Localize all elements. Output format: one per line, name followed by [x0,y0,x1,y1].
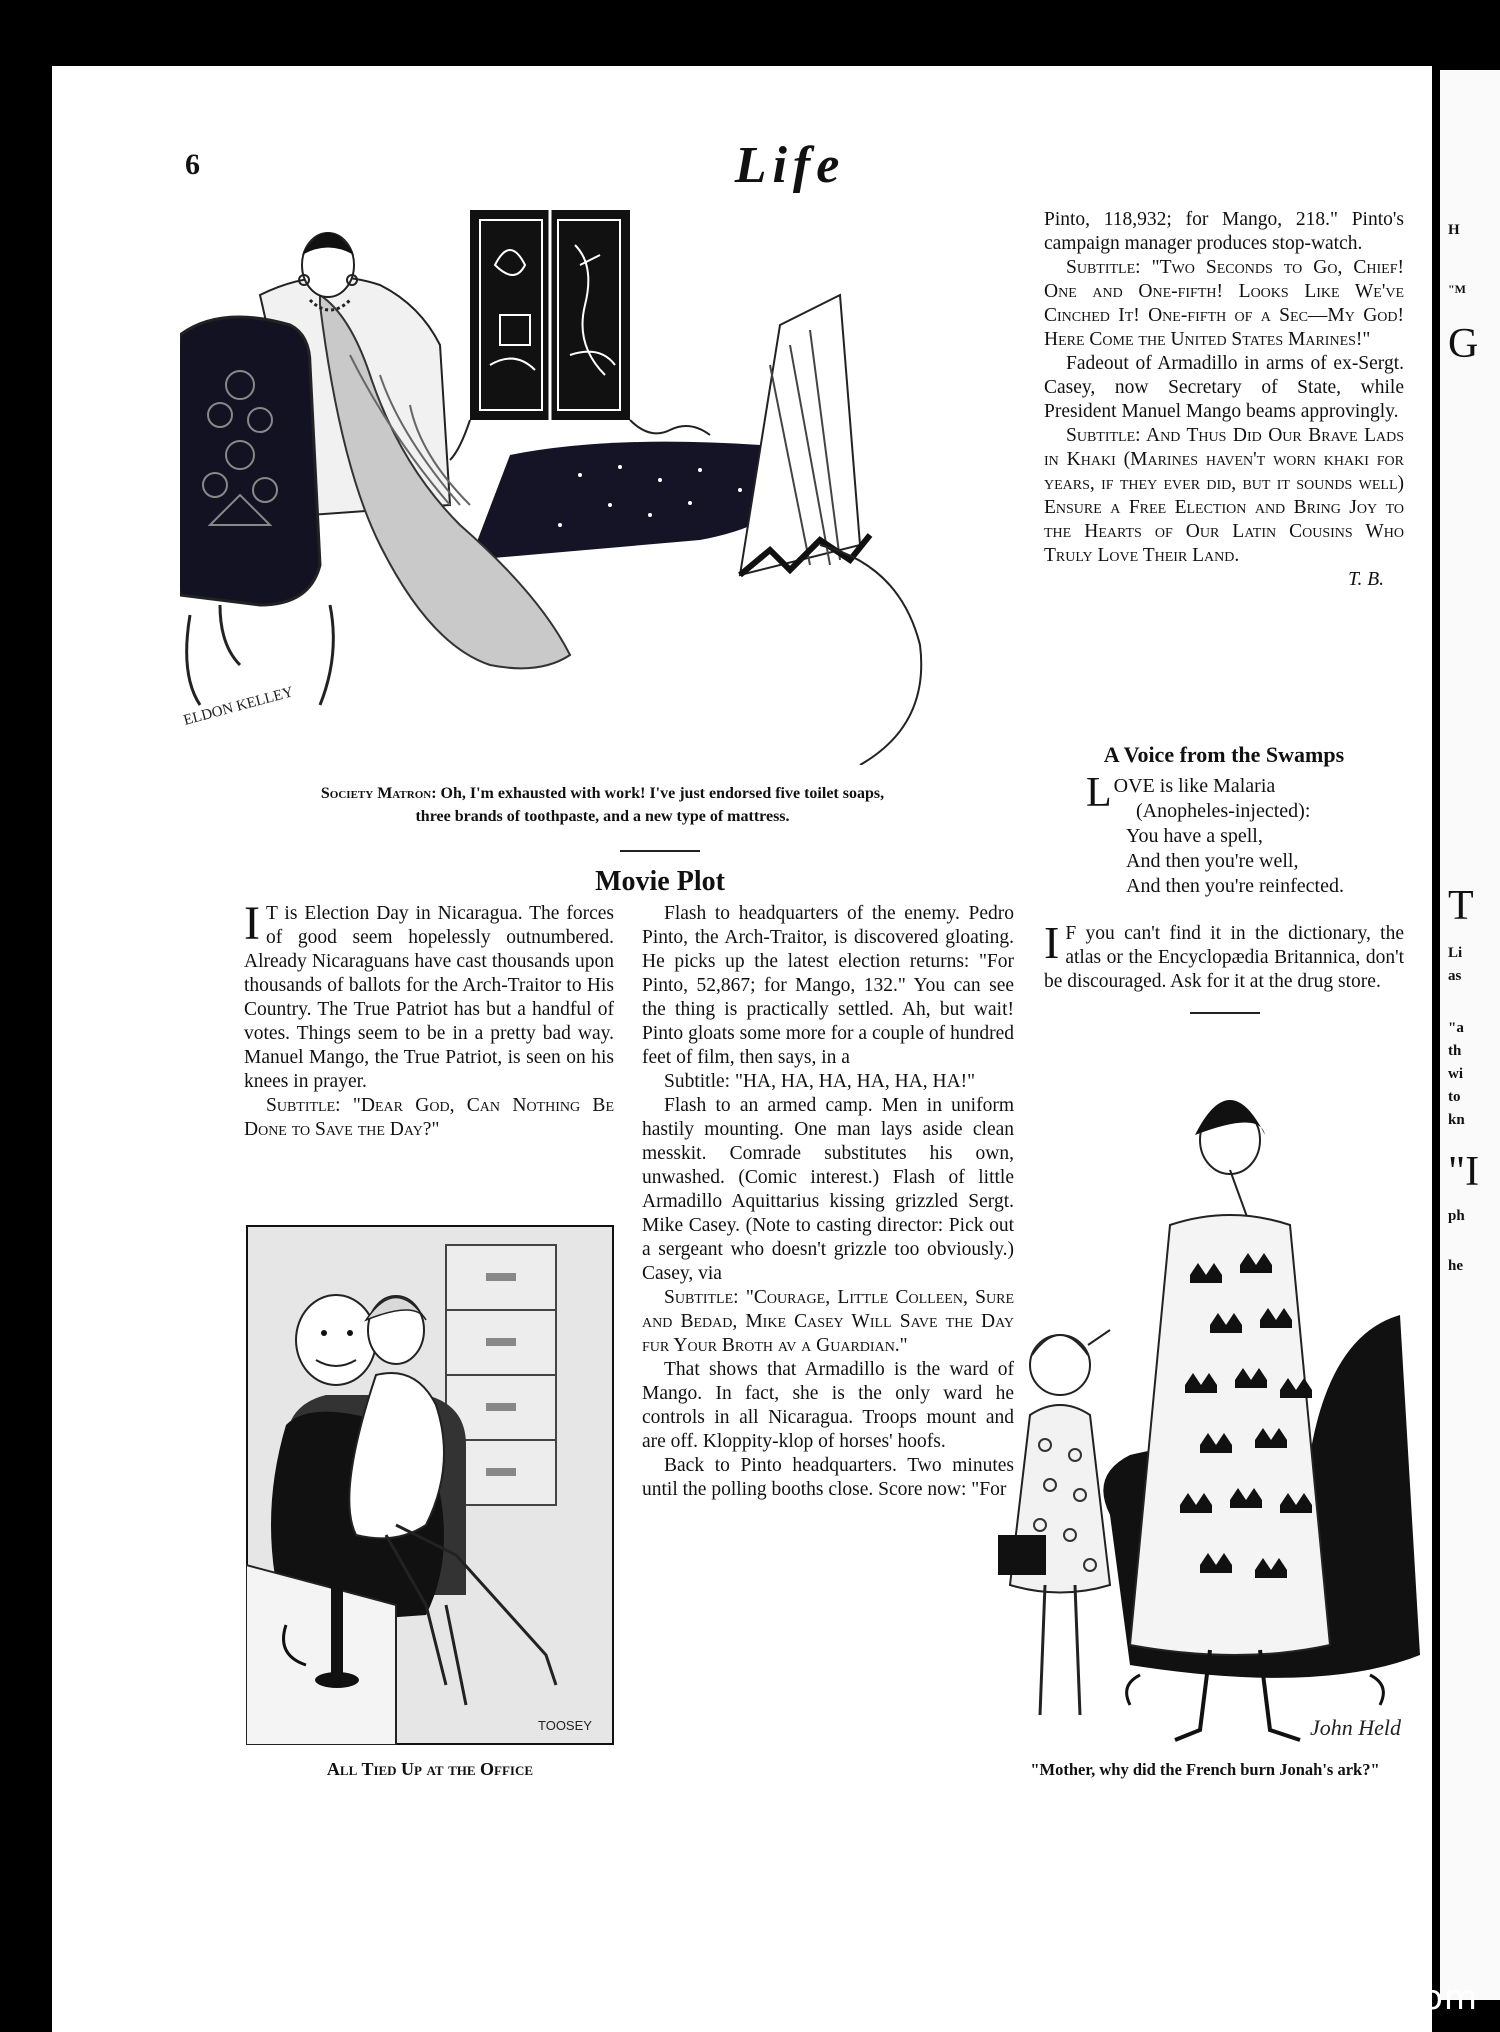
cartoon-signature: ELDON KELLEY [181,684,296,729]
next-page-fragment: th [1448,1043,1462,1059]
poem-line: And then you're reinfected. [1126,875,1344,897]
top-cartoon-caption [185,782,1020,828]
filler-paragraph [1044,917,1404,994]
masthead-title: Life [734,137,846,194]
next-page-fragment: "I [1448,1149,1480,1195]
office-cartoon [246,1225,614,1745]
paragraph: Flash to headquarters of the enemy. Pedro Pinto, the Arch-Traitor, is discovered gloating. He picks up the latest election returns: "For Pinto, 52,867; for Mango, 132." You can see the thing is practically settled. Ah, but wait! Pinto gloats some more for a couple of hundred feet of film, then says, in a [642,903,1014,1068]
poem-title: A Voice from the Swamps [1103,742,1345,767]
movie-plot-column-2 [642,902,1014,1502]
mother-child-cartoon-caption: "Mother, why did the French burn Jonah's ark?" [1030,1760,1380,1779]
poem-line: (Anopheles-injected): [1136,800,1311,822]
subtitle-paragraph: Subtitle: "Courage, Little Colleen, Sure and Bedad, Mike Casey Will Save the Day fur Your Broth av a Guardian." [642,1287,1014,1356]
page-number: 6 [185,148,200,181]
next-page-fragment: he [1448,1258,1463,1274]
adjacent-page-edge [1440,70,1500,2000]
poem-line: OVE is like Malaria [1113,775,1276,797]
site-watermark: comicbooks.com [1179,1978,1478,2018]
paragraph: Flash to an armed camp. Men in uniform hastily mounting. One man lays aside clean messkit. Comrade substitutes his own, unwashed. (Comic interest.) Flash of little Armadillo Aquittarius kissing grizzled Sergt. Mike Casey. (Note to casting director: Pick out a sergeant who doesn't grizzle too obviously.) Casey, via [642,1095,1014,1284]
next-page-fragment: ph [1448,1208,1465,1224]
movie-plot-title: Movie Plot [595,866,725,897]
next-page-fragment: "M [1448,282,1466,296]
caption-line-2: three brands of toothpaste, and a new type of mattress. [415,808,790,825]
caption-speaker: Society Matron: [320,785,437,802]
next-page-fragment: to [1448,1089,1461,1105]
drop-cap: I [1044,917,1060,968]
movie-plot-column-1 [244,897,614,1142]
divider-rule [620,850,700,852]
next-page-fragment: as [1448,968,1462,984]
society-matron-cartoon [180,205,1020,765]
paragraph: T is Election Day in Nicaragua. The forces of good seem hopelessly outnumbered. Already Nicaraguans have cast thousands upon thousands of ballots for the Arch-Traitor to His Country. The True Patriot has but a handful of votes. Things seem to be in a pretty bad way. Manuel Mango, the True Patriot, is seen on his knees in prayer. [244,903,614,1092]
next-page-fragment: wi [1448,1066,1463,1082]
paragraph: Back to Pinto headquarters. Two minutes until the polling booths close. Score now: "For [642,1455,1014,1500]
next-page-fragment: Li [1448,945,1463,961]
paragraph: Fadeout of Armadillo in arms of ex-Sergt. Casey, now Secretary of State, while President Manuel Mango beams approvingly. [1044,353,1404,422]
drop-cap: L [1086,770,1112,816]
movie-plot-column-3 [1044,208,1404,592]
filler-text: F you can't find it in the dictionary, the atlas or the Encyclopædia Britannica, don't be discouraged. Ask for it at the drug store. [1044,923,1404,992]
cartoon-signature: TOOSEY [538,1718,592,1733]
caption-line-1: Oh, I'm exhausted with work! I've just endorsed five toilet soaps, [440,785,885,802]
drop-cap: I [244,897,260,950]
subtitle-paragraph: Subtitle: And Thus Did Our Brave Lads in Khaki (Marines haven't worn khaki for years, if they ever did, but it sounds well) Ensure a Free Election and Bring Joy to the Hearts of Our Latin Cousins Who Truly Love Their Land. [1044,425,1404,566]
poem-line: And then you're well, [1126,850,1299,872]
mother-child-cartoon [990,1075,1420,1750]
office-cartoon-caption: All Tied Up at the Office [326,1759,534,1779]
next-page-fragment: kn [1448,1112,1465,1128]
next-page-fragment: "a [1448,1020,1464,1036]
poem-line: You have a spell, [1126,825,1263,847]
subtitle-paragraph: Subtitle: "Two Seconds to Go, Chief! One and One-fifth! Looks Like We've Cinched It! One-fifth of a Sec—My God! Here Come the United States Marines!" [1044,257,1404,350]
cartoon-signature: John Held [1310,1715,1402,1740]
paragraph: Pinto, 118,932; for Mango, 218." Pinto's campaign manager produces stop-watch. [1044,209,1404,254]
subtitle-paragraph: Subtitle: "Dear God, Can Nothing Be Done to Save the Day?" [244,1095,614,1140]
subtitle-paragraph: Subtitle: "HA, HA, HA, HA, HA, HA!" [664,1071,976,1092]
divider-rule [1190,1012,1260,1014]
poem [1086,770,1416,899]
byline: T. B. [1348,569,1384,590]
next-page-fragment: H [1448,222,1460,238]
paragraph: That shows that Armadillo is the ward of Mango. In fact, she is the only ward he controls in all Nicaragua. Troops mount and are off. Kloppity-klop of horses' hoofs. [642,1359,1014,1452]
next-page-fragment: T [1448,883,1474,929]
next-page-fragment: G [1448,321,1479,367]
